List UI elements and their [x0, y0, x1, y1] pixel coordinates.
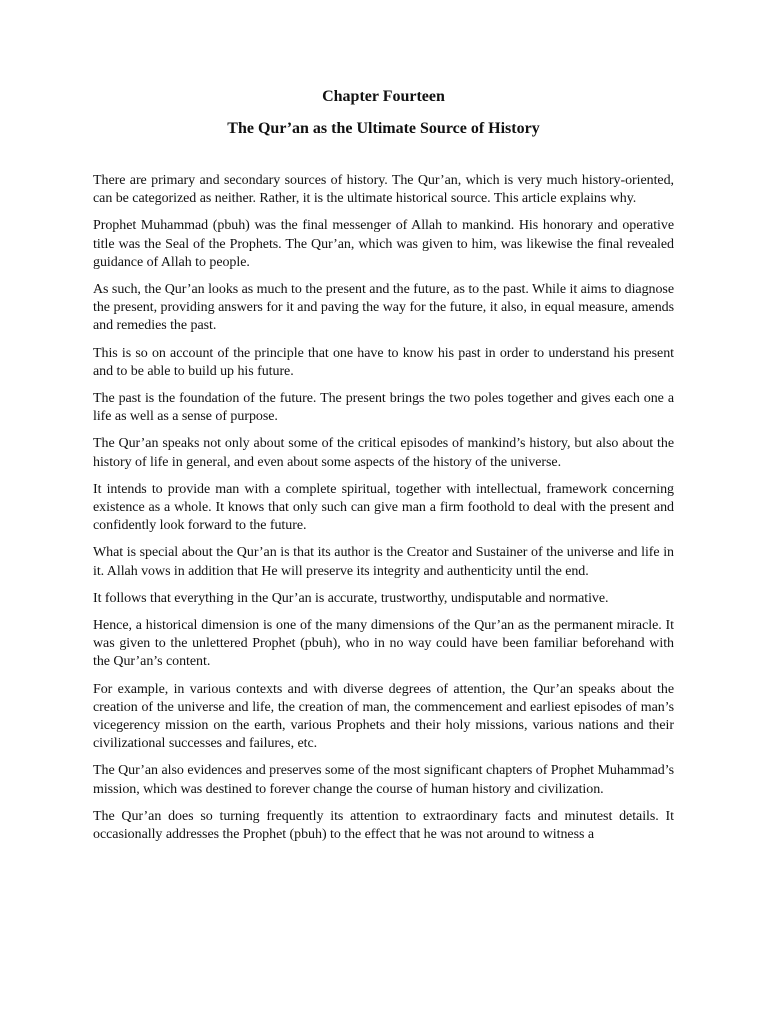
paragraph: As such, the Qur’an looks as much to the present and the future, as to the past. While it aims to diagnose the present, providing answers for it and paving the way for the future, it also, in equal measure, amends and remedies the past.	[93, 282, 674, 334]
paragraph: For example, in various contexts and with diverse degrees of attention, the Qur’an speaks about the creation of the universe and life, the creation of man, the commencement and earliest episodes of man’s vicegerency mission on the earth, various Prophets and their holy missions, various nations and their civilizational successes and failures, etc.	[93, 681, 674, 752]
paragraph: The past is the foundation of the future. The present brings the two poles together and gives each one a life as well as a sense of purpose.	[93, 391, 674, 425]
document-title: The Qur’an as the Ultimate Source of History	[227, 120, 540, 137]
chapter-heading: Chapter Fourteen	[322, 88, 445, 105]
paragraph: Hence, a historical dimension is one of the many dimensions of the Qur’an as the permanent miracle. It was given to the unlettered Prophet (pbuh), who in no way could have been familiar beforehand with the Qur’an’s content.	[93, 618, 674, 670]
paragraph: The Qur’an does so turning frequently its attention to extraordinary facts and minutest details. It occasionally addresses the Prophet (pbuh) to the effect that he was not around to witness a	[93, 808, 674, 843]
paragraph: This is so on account of the principle that one have to know his past in order to understand his present and to be able to build up his future.	[93, 345, 674, 379]
paragraph: It intends to provide man with a complete spiritual, together with intellectual, framework concerning existence as a whole. It knows that only such can give man a firm foothold to deal with the present and confidently look forward to the future.	[93, 481, 674, 534]
paragraph: Prophet Muhammad (pbuh) was the final messenger of Allah to mankind. His honorary and operative title was the Seal of the Prophets. The Qur’an, which was given to him, was likewise the final revealed guidance of Allah to people.	[93, 218, 674, 270]
paragraph: The Qur’an also evidences and preserves some of the most significant chapters of Prophet Muhammad’s mission, which was destined to forever change the course of human history and civilization.	[93, 763, 674, 797]
paragraph: The Qur’an speaks not only about some of the critical episodes of mankind’s history, but also about the history of life in general, and even about some aspects of the history of the universe.	[93, 436, 674, 470]
document-body	[93, 172, 674, 844]
document-page	[93, 86, 674, 853]
paragraph: There are primary and secondary sources of history. The Qur’an, which is very much history-oriented, can be categorized as neither. Rather, it is the ultimate historical source. This article explains why.	[93, 173, 674, 207]
paragraph: It follows that everything in the Qur’an is accurate, trustworthy, undisputable and normative.	[93, 590, 609, 606]
paragraph: What is special about the Qur’an is that its author is the Creator and Sustainer of the universe and life in it. Allah vows in addition that He will preserve its integrity and authenticity until the end.	[93, 545, 674, 579]
